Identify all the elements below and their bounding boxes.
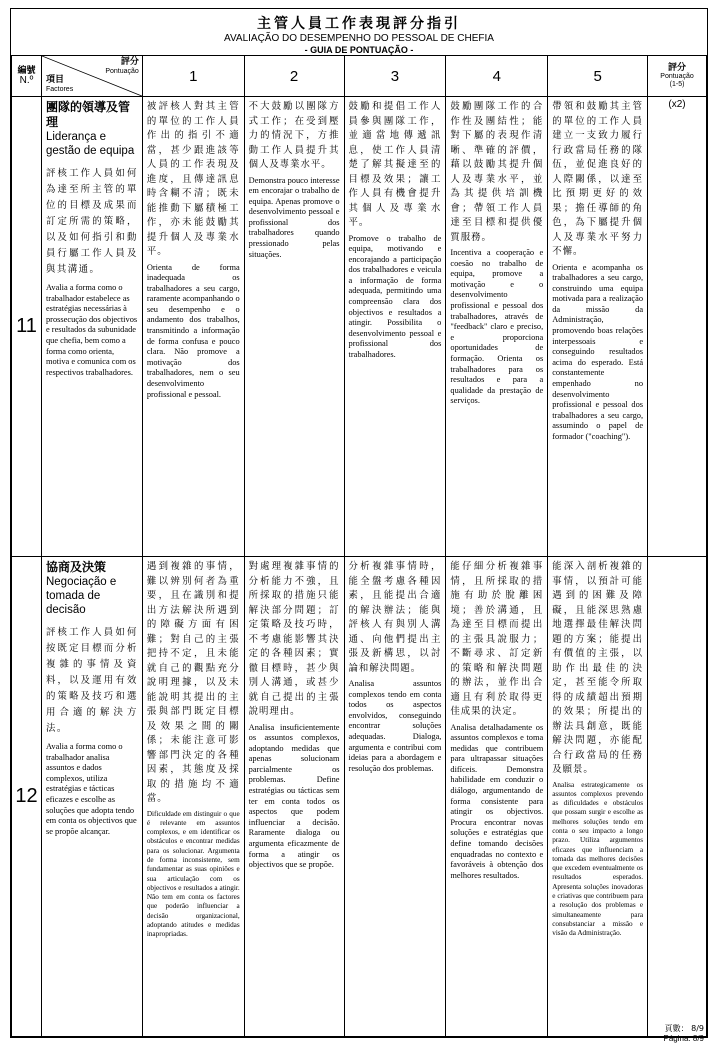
code-label-zh: 編號 [17, 66, 36, 76]
factor-title-pt: Negociação e tomada de decisão [45, 576, 117, 616]
level-2-header: 2 [244, 56, 344, 97]
factor-desc-zh: 評核工作人員如何為達至所主管的單位的目標及成果而訂定所需的策略，以及如何指引和動員行屬工作人員及與其溝通。 [45, 168, 138, 275]
level-1-cell: 遇到複雜的事情，難以辨別何者為重要，且在識別和提出方法解決所遇到的障礙方面有困難；對自己的主張把持不定，且未能就自己的觀點充分說明理據，以及未能說明其提出的主張與部門既定目標及效果之間的關係；未能注意可影響部門決定的各種因素，其態度及採取的措施均不適當。 Dificuldade em distinguir o que é relevante em assuntos complexos, e em identificar os obstáculos e encontrar medidas para os solucionar. Argumenta de forma inconsistente, sem fundamentar as suas opiniões e sua articulação com os objectivos e resultados a atingir. Não tem em conta os factores que poderão influenciar a decisão organizacional, adoptando atitudes e medidas inapropriadas. [142, 557, 244, 1037]
level-3-header: 3 [344, 56, 446, 97]
level-1-header: 1 [142, 56, 244, 97]
scoring-grid [11, 55, 707, 1037]
evaluation-sheet [10, 8, 708, 1038]
factor-desc-pt: Avalia a forma como o trabalhador estabelece as estratégias necessárias à prossecução dos objectivos e resultados da subunidade que chefia, bem como a forma como orienta, motiva e comunica com os respectivos trabalhadores. [45, 283, 138, 377]
item-label: 項目 Factores [45, 75, 74, 93]
level-5-cell: 帶領和鼓勵其主管的單位的工作人員建立一支致力履行行政當局任務的隊伍，並促進良好的人際關係，以達至比預期更好的效果；擔任導師的角色，為下屬提升個人及專業水平努力不懈。 Orienta e acompanha os trabalhadores a seu cargo, construindo uma equipa motivada para a realização da missão da Administração, promovendo boas relações interpessoais e conseguindo resultados acima do esperado. Está constantemente empenhado no desenvolvimento profissional e pessoal dos trabalhadores a seu cargo, assumindo o papel de formador ("coaching"). [548, 97, 648, 557]
level-4-header: 4 [446, 56, 548, 97]
factor-cell [41, 97, 142, 557]
level-4-cell: 能仔細分析複雜事情，且所採取的措施有助於脫離困境；善於溝通，且為達至目標而提出的主張具說服力；不斷尋求、訂定新的策略和解決問題的辦法，並作出合適且有利於取得更佳成果的決定。 Analisa detalhadamente os assuntos complexos e toma medidas que contribuem para ultrapassar situações difíceis. Demonstra habilidade em conduzir o diálogo, argumentando de forma consistente para atingir os objectivos. Procura encontrar novas soluções e estratégias que define tomando decisões enquadradas no contexto e favoráveis à obtenção dos melhores resultados. [446, 557, 548, 1037]
points-header: 評分 Pontuação (1-5) [648, 56, 707, 97]
factor-title-pt: Liderança e gestão de equipa [45, 131, 135, 157]
factor-row-12 [12, 557, 707, 1037]
level-5-header: 5 [548, 56, 648, 97]
factor-score-header [41, 56, 142, 97]
level-4-cell: 鼓勵團隊工作的合作性及團結性；能對下屬的表現作清晰、準確的評價，藉以鼓勵其提升個人及專業水平，並為其提供培訓機會；帶領工作人員達至目標和提供優質服務。 Incentiva a cooperação e coesão no trabalho de equipa, promove a motivação e o desenvolvimento profissional e pessoal dos trabalhadores, através de "feedback" claro e preciso, e proporciona oportunidades de formação. Orienta os trabalhadores para os resultados e para a qualidade da prestação de serviços. [446, 97, 548, 557]
page-number-pt: Página: 8/9 [663, 1034, 704, 1043]
factor-desc-pt: Avalia a forma como o trabalhador analisa assuntos e dados complexos, utiliza estratégias e tácticas eficazes e escolhe as soluções que adopta tendo em conta os objectivos que se propõe alcançar. [45, 742, 137, 836]
title-portuguese: AVALIAÇÃO DO DESEMPENHO DO PESSOAL DE CHEFIA [224, 33, 494, 44]
factor-desc-zh: 評核工作人員如何按既定目標而分析複雜的事情及資料，以及運用有效的策略及技巧和選用合適的解決方法。 [45, 627, 138, 734]
factor-title-zh: 協商及決策 [45, 560, 106, 574]
title-chinese: 主管人員工作表現評分指引 [257, 16, 461, 32]
level-3-cell: 分析複雜事情時，能全盤考慮各種因素，且能提出合適的解決辦法；能與評核人有與別人溝通、向他們提出主張及新構思，以討論和解決問題。 Analisa assuntos complexos tendo em conta todos os aspectos envolvidos, conseguindo encontrar soluções adequadas. Dialoga, argumenta e contribui com ideias para a abordagem e resolução dos problemas. [344, 557, 446, 1037]
level-1-cell: 被評核人對其主管的單位的工作人員作出的指引不適當，甚少跟進該等人員的工作表現及進度，且傳達訊息時含糊不清；既未能推動下屬積極工作，亦未能鼓勵其提升個人及專業水平。 Orienta de forma inadequada os trabalhadores a seu cargo, raramente acompanhando o seu desempenho e o andamento dos trabalhos, transmitindo a informação de forma confusa e pouco clara. Não promove a motivação dos trabalhadores, nem o seu desenvolvimento profissional e pessoal. [142, 97, 244, 557]
factor-number: 11 [12, 97, 42, 557]
level-2-cell: 不大鼓勵以團隊方式工作；在受到壓力的情況下，方推動工作人員提升其個人及專業水平。 Demonstra pouco interesse em encorajar o trabalho de equipa. Apenas promove o desenvolvimento pessoal e profissional dos trabalhadores quando pressionado pelas situações. [244, 97, 344, 557]
points-cell [648, 557, 707, 1037]
level-5-cell: 能深入剖析複雜的事情，以預計可能遇到的困難及障礙，且能深思熟慮地選擇最佳解決問題的方案；能提出有價值的主張，以助作出最佳的決定，甚至能令所取得的成績超出預期的效果；所提出的辦法具創意，既能解決問題，亦能配合行政當局的任務及願景。 Analisa estrategicamente os assuntos complexos prevendo as dificuldades e obstáculos que possam surgir e escolhe as melhores soluções tendo em conta o seu impacto a longo prazo. Utiliza argumentos eficazes que influenciam a tomada das melhores decisões que excedem eventualmente os resultados esperados. Apresenta soluções inovadoras e criativas que contribuem para a resolução dos problemas e simultaneamente para consubstanciar a missão e visão da Administração. [548, 557, 648, 1037]
factor-cell [41, 557, 142, 1037]
code-header [12, 56, 42, 97]
level-2-cell: 對處理複雜事情的分析能力不強，且所採取的措施只能解決部分問題；訂定策略及技巧時，不考慮能影響其決定的各種因素；實徹目標時，甚少與別人溝通，或甚少就自己提出的主張說明理由。 Analisa insuficientemente os assuntos complexos, adoptando medidas que apenas solucionam parcialmente os problemas. Define estratégias ou tácticas sem ter em conta todos os aspectos que podem influenciar a decisão. Raramente dialoga ou argumenta eficazmente de forma a atingir os objectivos que se propõe. [244, 557, 344, 1037]
level-3-cell: 鼓勵和提倡工作人員參與團隊工作，並適當地傳遞訊息，使工作人員清楚了解其擬達至的目標及效果；讓工作人員有機會提升其個人及專業水平。 Promove o trabalho de equipa, motivando e encorajando a participação dos trabalhadores e veicula a informação de forma adequada, permitindo uma compreensão clara dos objectivos e resultados a atingir. Possibilita o desenvolvimento pessoal e profissional dos trabalhadores. [344, 97, 446, 557]
points-multiplier [648, 557, 706, 559]
factor-number: 12 [12, 557, 42, 1037]
score-label: 評分 Pontuação [105, 57, 139, 75]
factor-row-11 [12, 97, 707, 557]
factor-title-zh: 團隊的領導及管理 [45, 100, 130, 129]
subtitle: - GUIA DE PONTUAÇÃO - [304, 45, 414, 55]
document-header [11, 9, 707, 56]
page-number-zh: 頁數： 8/9 [664, 1024, 704, 1033]
points-multiplier: (x2) [668, 99, 686, 110]
column-header-row [12, 56, 707, 97]
code-label-no: N.º [19, 75, 34, 86]
page-footer [664, 1024, 704, 1044]
points-cell [648, 97, 707, 557]
